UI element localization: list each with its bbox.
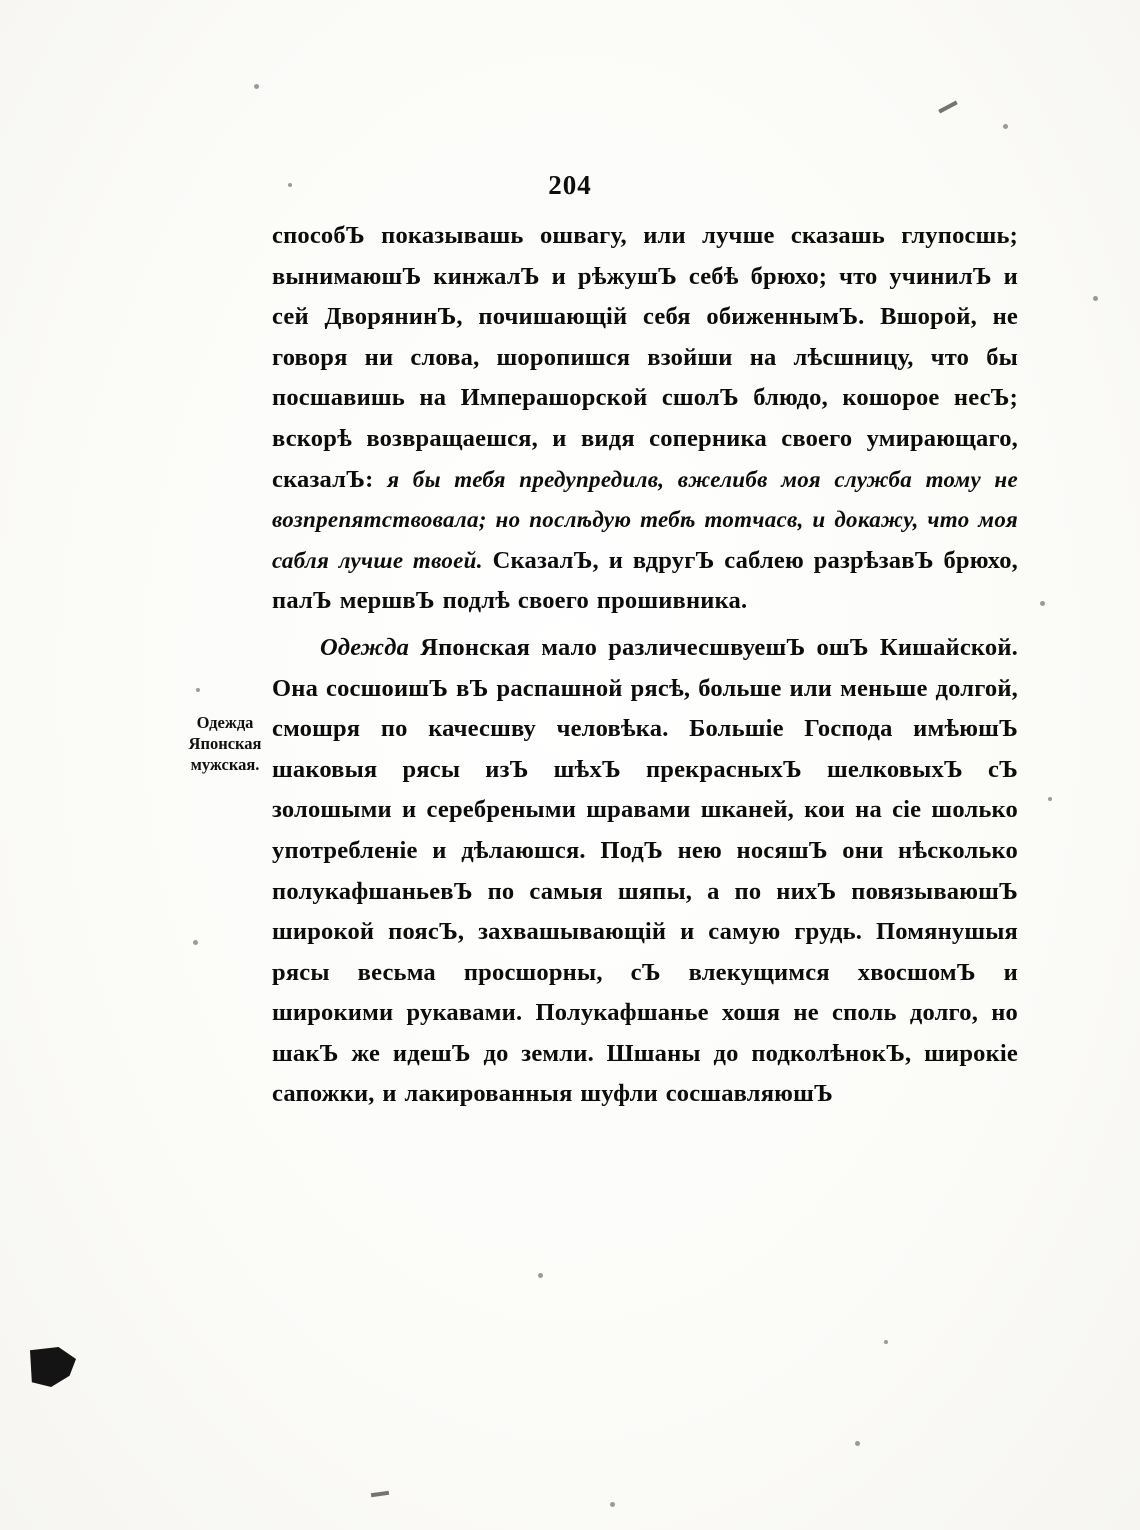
- scan-speck: [288, 183, 292, 187]
- marginal-note-line-3: мужская.: [190, 755, 260, 774]
- paragraph-2-text: Японская мало различесшвуешЪ ошЪ Кишайской. Она сосшоишЪ вЪ распашной рясѣ, больше или меньше долгой, смошря по качесшву человѣка. Большiе Господа имѣюшЪ шаковыя рясы изЪ шѣхЪ прекрасныхЪ шелковыхЪ сЪ золошыми и серебреными шравами шканей, кои на сiе шолько употребленiе и дѣлаюшся. ПодЪ нею носяшЪ они нѣсколько полукафшаньевЪ по самыя шяпы, а по нихЪ повязываюшЪ широкой поясЪ, захвашывающiй и самую грудь. Помянушыя рясы весьма просшорны, сЪ влекущимся хвосшомЪ и широкими рукавами. Полукафшанье хошя не споль долго, но шакЪ же идешЪ до земли. Шшаны до подколѣнокЪ, широкiе сапожки, и лакированныя шуфли сосшавляюшЪ: [272, 633, 1018, 1108]
- paragraph-1-roman-part-2: СказалЪ, и вдругЪ саблею разрѣзавЪ брюхо, палЪ мершвЪ подлѣ своего прошивника.: [272, 546, 1018, 615]
- scan-speck: [884, 1340, 888, 1344]
- paragraph-2: [272, 628, 1018, 1115]
- paragraph-1-italic-quote: я бы тебя предупредилв, вжелибв моя служба тому не возпрепятствовала; но послѣдую тебѣ тотчасв, и докажу, что моя сабля лучше твоей.: [272, 466, 1018, 573]
- marginal-note-line-1: Одежда: [196, 713, 254, 732]
- body-text: [272, 216, 1018, 1115]
- scan-speck: [1093, 296, 1098, 301]
- scan-speck: [610, 1502, 615, 1507]
- scan-speck: [254, 84, 259, 89]
- scan-speck: [538, 1273, 543, 1278]
- marginal-note: [175, 712, 275, 775]
- scan-speck: [196, 688, 200, 692]
- scan-speck: [193, 940, 198, 945]
- scan-speck: [1048, 797, 1052, 801]
- paragraph-1-roman-part-1: способЪ показывашь ошвагу, или лучше сказашь глупосшь; вынимаюшЪ кинжалЪ и рѣжушЪ себѣ брюхо; что учинилЪ и сей ДворянинЪ, почишающiй себя обиженнымЪ. Вшорой, не говоря ни слова, шоропишся взойши на лѣсшницу, что бы посшавишь на Имперашорской сшолЪ блюдо, кошорое несЪ; вскорѣ возвращаешся, и видя соперника своего умирающаго, сказалЪ:: [272, 222, 1018, 493]
- paragraph-1: [272, 216, 1018, 622]
- scan-speck: [1040, 601, 1045, 606]
- page-number: 204: [548, 170, 592, 200]
- marginal-note-line-2: Японская: [188, 734, 262, 753]
- scan-speck: [855, 1441, 860, 1446]
- paragraph-2-lead-word: Одежда: [320, 633, 410, 661]
- scan-speck: [1003, 124, 1008, 129]
